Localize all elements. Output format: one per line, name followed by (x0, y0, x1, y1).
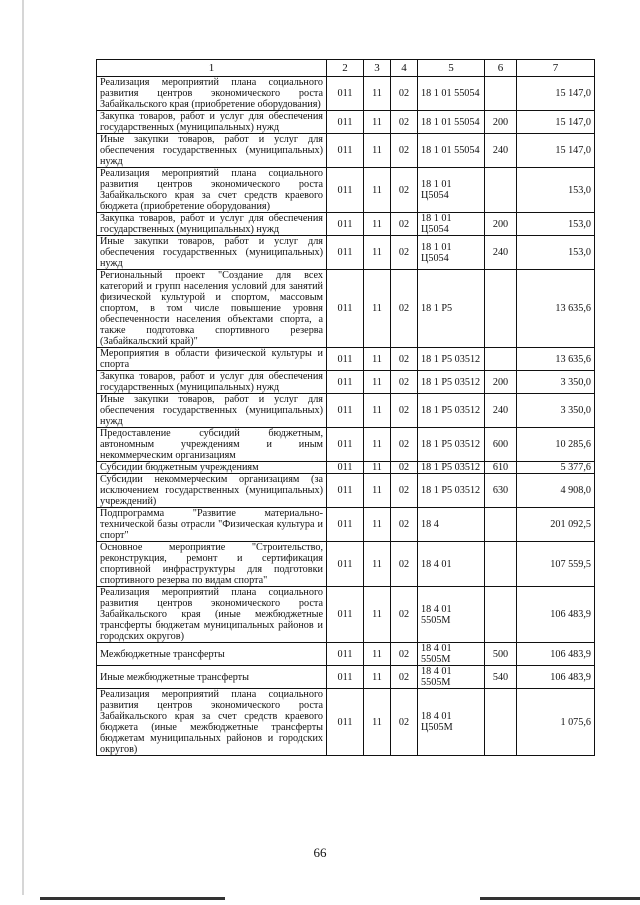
row-expense-type-cell: 630 (485, 474, 517, 508)
row-section-cell: 11 (364, 587, 391, 643)
row-section-cell: 11 (364, 508, 391, 542)
row-section-cell: 11 (364, 134, 391, 168)
row-expense-type-cell (485, 168, 517, 213)
row-section-cell: 11 (364, 348, 391, 371)
row-amount-cell: 15 147,0 (517, 134, 595, 168)
row-amount-cell: 201 092,5 (517, 508, 595, 542)
row-name-cell: Межбюджетные трансферты (97, 643, 327, 666)
table-row (97, 474, 595, 508)
table-row (97, 643, 595, 666)
row-amount-cell: 3 350,0 (517, 394, 595, 428)
row-target-article-cell: 18 1 01 Ц5054 (418, 168, 485, 213)
row-subsection-cell: 02 (391, 508, 418, 542)
row-amount-cell: 1 075,6 (517, 689, 595, 756)
column-header: 7 (517, 60, 595, 77)
row-amount-cell: 153,0 (517, 213, 595, 236)
row-amount-cell: 5 377,6 (517, 462, 595, 474)
row-name-cell: Реализация мероприятий плана социального развития центров экономического роста Забайкальского края за счет средств краевого бюджета (иные межбюджетные трансферты бюджетам муниципальных районов и городских округов) (97, 689, 327, 756)
row-ministry-code-cell: 011 (327, 689, 364, 756)
table-row (97, 77, 595, 111)
table-row (97, 270, 595, 348)
row-target-article-cell: 18 1 P5 03512 (418, 371, 485, 394)
row-target-article-cell: 18 1 P5 03512 (418, 348, 485, 371)
row-subsection-cell: 02 (391, 474, 418, 508)
row-expense-type-cell (485, 542, 517, 587)
row-ministry-code-cell: 011 (327, 508, 364, 542)
row-section-cell: 11 (364, 428, 391, 462)
table-row (97, 168, 595, 213)
row-name-cell: Региональный проект "Создание для всех категорий и групп населения условий для занятий физической культурой и спортом, массовым спортом, в том числе повышение уровня обеспеченности населения объектами спорта, а также подготовка спортивного резерва (Забайкальский край)" (97, 270, 327, 348)
table-row (97, 134, 595, 168)
column-header: 6 (485, 60, 517, 77)
row-subsection-cell: 02 (391, 587, 418, 643)
row-amount-cell: 106 483,9 (517, 666, 595, 689)
row-subsection-cell: 02 (391, 348, 418, 371)
table-row (97, 111, 595, 134)
row-amount-cell: 13 635,6 (517, 348, 595, 371)
row-target-article-cell: 18 4 01 Ц505M (418, 689, 485, 756)
column-header: 3 (364, 60, 391, 77)
row-target-article-cell: 18 1 P5 03512 (418, 394, 485, 428)
row-section-cell: 11 (364, 371, 391, 394)
row-ministry-code-cell: 011 (327, 77, 364, 111)
row-name-cell: Иные закупки товаров, работ и услуг для обеспечения государственных (муниципальных) нужд (97, 394, 327, 428)
row-ministry-code-cell: 011 (327, 666, 364, 689)
table-row (97, 236, 595, 270)
table-row (97, 508, 595, 542)
row-expense-type-cell (485, 348, 517, 371)
row-target-article-cell: 18 4 01 (418, 542, 485, 587)
row-ministry-code-cell: 011 (327, 462, 364, 474)
row-ministry-code-cell: 011 (327, 394, 364, 428)
row-ministry-code-cell: 011 (327, 134, 364, 168)
row-expense-type-cell (485, 587, 517, 643)
row-target-article-cell: 18 1 01 55054 (418, 111, 485, 134)
table-row (97, 213, 595, 236)
row-target-article-cell: 18 1 01 Ц5054 (418, 236, 485, 270)
row-amount-cell: 13 635,6 (517, 270, 595, 348)
row-expense-type-cell: 240 (485, 394, 517, 428)
table-row (97, 348, 595, 371)
row-ministry-code-cell: 011 (327, 348, 364, 371)
row-name-cell: Закупка товаров, работ и услуг для обеспечения государственных (муниципальных) нужд (97, 213, 327, 236)
row-expense-type-cell: 200 (485, 371, 517, 394)
row-target-article-cell: 18 1 P5 (418, 270, 485, 348)
row-name-cell: Основное мероприятие "Строительство, реконструкция, ремонт и сертификация спортивной инфраструктуры для подготовки спортивного резерва по видам спорта" (97, 542, 327, 587)
row-name-cell: Мероприятия в области физической культуры и спорта (97, 348, 327, 371)
row-ministry-code-cell: 011 (327, 474, 364, 508)
table-body (97, 77, 595, 756)
row-expense-type-cell: 240 (485, 236, 517, 270)
row-subsection-cell: 02 (391, 666, 418, 689)
table-row (97, 587, 595, 643)
row-subsection-cell: 02 (391, 689, 418, 756)
row-name-cell: Иные межбюджетные трансферты (97, 666, 327, 689)
column-header: 5 (418, 60, 485, 77)
row-section-cell: 11 (364, 462, 391, 474)
row-ministry-code-cell: 011 (327, 168, 364, 213)
table-row (97, 394, 595, 428)
row-ministry-code-cell: 011 (327, 587, 364, 643)
row-subsection-cell: 02 (391, 462, 418, 474)
table-row (97, 689, 595, 756)
row-expense-type-cell (485, 270, 517, 348)
row-ministry-code-cell: 011 (327, 542, 364, 587)
row-expense-type-cell (485, 689, 517, 756)
row-ministry-code-cell: 011 (327, 111, 364, 134)
row-target-article-cell: 18 1 P5 03512 (418, 462, 485, 474)
row-amount-cell: 153,0 (517, 236, 595, 270)
row-name-cell: Субсидии бюджетным учреждениям (97, 462, 327, 474)
row-subsection-cell: 02 (391, 643, 418, 666)
row-section-cell: 11 (364, 542, 391, 587)
row-ministry-code-cell: 011 (327, 270, 364, 348)
row-subsection-cell: 02 (391, 111, 418, 134)
row-amount-cell: 3 350,0 (517, 371, 595, 394)
row-subsection-cell: 02 (391, 213, 418, 236)
scan-edge-shadow (22, 0, 24, 895)
row-section-cell: 11 (364, 236, 391, 270)
row-subsection-cell: 02 (391, 428, 418, 462)
row-subsection-cell: 02 (391, 168, 418, 213)
row-amount-cell: 15 147,0 (517, 111, 595, 134)
row-ministry-code-cell: 011 (327, 236, 364, 270)
row-expense-type-cell: 610 (485, 462, 517, 474)
row-name-cell: Закупка товаров, работ и услуг для обеспечения государственных (муниципальных) нужд (97, 111, 327, 134)
row-target-article-cell: 18 1 P5 03512 (418, 474, 485, 508)
budget-table-container (96, 59, 595, 756)
row-section-cell: 11 (364, 474, 391, 508)
row-target-article-cell: 18 4 (418, 508, 485, 542)
row-section-cell: 11 (364, 213, 391, 236)
row-section-cell: 11 (364, 77, 391, 111)
column-header: 1 (97, 60, 327, 77)
row-name-cell: Закупка товаров, работ и услуг для обеспечения государственных (муниципальных) нужд (97, 371, 327, 394)
row-expense-type-cell: 500 (485, 643, 517, 666)
row-subsection-cell: 02 (391, 236, 418, 270)
row-name-cell: Реализация мероприятий плана социального развития центров экономического роста Забайкальского края за счет средств краевого бюджета (приобретение оборудования) (97, 168, 327, 213)
row-target-article-cell: 18 4 01 5505M (418, 666, 485, 689)
row-name-cell: Подпрограмма "Развитие материально-технической базы отрасли "Физическая культура и спорт" (97, 508, 327, 542)
row-subsection-cell: 02 (391, 371, 418, 394)
row-amount-cell: 106 483,9 (517, 587, 595, 643)
bottom-scan-rule (480, 897, 640, 900)
row-expense-type-cell: 600 (485, 428, 517, 462)
page-number: 66 (313, 845, 327, 860)
row-amount-cell: 106 483,9 (517, 643, 595, 666)
row-section-cell: 11 (364, 111, 391, 134)
row-ministry-code-cell: 011 (327, 371, 364, 394)
table-row (97, 542, 595, 587)
row-subsection-cell: 02 (391, 270, 418, 348)
row-amount-cell: 10 285,6 (517, 428, 595, 462)
table-row (97, 462, 595, 474)
row-amount-cell: 4 908,0 (517, 474, 595, 508)
row-expense-type-cell: 200 (485, 111, 517, 134)
row-amount-cell: 15 147,0 (517, 77, 595, 111)
table-row (97, 428, 595, 462)
row-expense-type-cell (485, 77, 517, 111)
row-amount-cell: 153,0 (517, 168, 595, 213)
column-header: 4 (391, 60, 418, 77)
row-target-article-cell: 18 4 01 5505M (418, 587, 485, 643)
row-name-cell: Реализация мероприятий плана социального развития центров экономического роста Забайкальского края (приобретение оборудования) (97, 77, 327, 111)
row-amount-cell: 107 559,5 (517, 542, 595, 587)
row-name-cell: Иные закупки товаров, работ и услуг для обеспечения государственных (муниципальных) нужд (97, 236, 327, 270)
table-row (97, 666, 595, 689)
budget-table (96, 59, 595, 756)
row-expense-type-cell (485, 508, 517, 542)
row-expense-type-cell: 240 (485, 134, 517, 168)
row-target-article-cell: 18 1 01 Ц5054 (418, 213, 485, 236)
row-subsection-cell: 02 (391, 77, 418, 111)
row-expense-type-cell: 540 (485, 666, 517, 689)
row-expense-type-cell: 200 (485, 213, 517, 236)
row-name-cell: Иные закупки товаров, работ и услуг для обеспечения государственных (муниципальных) нужд (97, 134, 327, 168)
row-section-cell: 11 (364, 394, 391, 428)
row-section-cell: 11 (364, 270, 391, 348)
row-target-article-cell: 18 1 01 55054 (418, 134, 485, 168)
row-section-cell: 11 (364, 168, 391, 213)
row-subsection-cell: 02 (391, 542, 418, 587)
row-target-article-cell: 18 4 01 5505M (418, 643, 485, 666)
row-target-article-cell: 18 1 01 55054 (418, 77, 485, 111)
row-ministry-code-cell: 011 (327, 428, 364, 462)
row-name-cell: Предоставление субсидий бюджетным, автономным учреждениям и иным некоммерческим организациям (97, 428, 327, 462)
bottom-scan-rule (40, 897, 225, 900)
row-name-cell: Реализация мероприятий плана социального развития центров экономического роста Забайкальского края (иные межбюджетные трансферты бюджетам муниципальных районов и городских округов) (97, 587, 327, 643)
row-section-cell: 11 (364, 643, 391, 666)
row-name-cell: Субсидии некоммерческим организациям (за исключением государственных (муниципальных) учреждений) (97, 474, 327, 508)
table-row (97, 371, 595, 394)
row-section-cell: 11 (364, 689, 391, 756)
row-section-cell: 11 (364, 666, 391, 689)
row-target-article-cell: 18 1 P5 03512 (418, 428, 485, 462)
column-header: 2 (327, 60, 364, 77)
row-subsection-cell: 02 (391, 134, 418, 168)
table-header-row (97, 60, 595, 77)
row-ministry-code-cell: 011 (327, 213, 364, 236)
row-subsection-cell: 02 (391, 394, 418, 428)
row-ministry-code-cell: 011 (327, 643, 364, 666)
